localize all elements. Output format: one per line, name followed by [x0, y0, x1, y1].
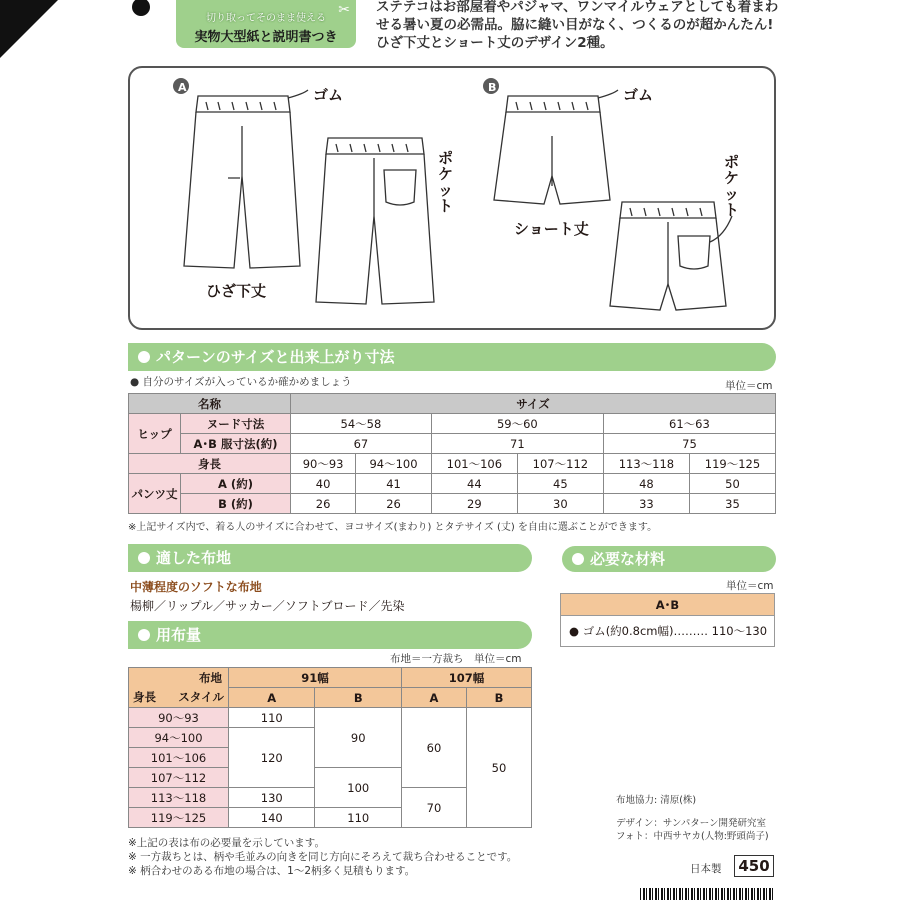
- intro-text: [376, 0, 796, 52]
- header-107: 107幅: [401, 668, 531, 688]
- size-table: [128, 393, 776, 514]
- yardage-notes: [128, 836, 517, 878]
- yardage-value: 100: [315, 768, 401, 808]
- garment-value: 71: [431, 434, 603, 454]
- yardage-section-header: [128, 621, 532, 649]
- nude-value: 61〜63: [603, 414, 775, 434]
- yardage-value: 110: [315, 808, 401, 828]
- yardage-value: 110: [229, 708, 315, 728]
- col-a: A: [229, 688, 315, 708]
- col-a: A: [401, 688, 466, 708]
- yardage-note-line: ※上記の表は布の必要量を示しています。: [128, 837, 325, 849]
- garment-value: 67: [291, 434, 432, 454]
- yardage-table: [128, 667, 532, 828]
- material-section-title: 必要な材料: [590, 550, 666, 568]
- b-value: 26: [356, 494, 432, 514]
- yardage-value: 140: [229, 808, 315, 828]
- yardage-note-line: ※ 一方裁ちとは、柄や毛並みの向きを同じ方向にそろえて裁ち合わせることです。: [128, 851, 518, 863]
- a-value: 50: [689, 474, 775, 494]
- header-style: スタイル: [178, 689, 224, 704]
- material-section-header: [562, 546, 776, 572]
- made-in-japan: 日本製: [690, 863, 722, 875]
- header-height: 身長: [133, 689, 156, 704]
- height-value: 107〜112: [517, 454, 603, 474]
- hip-label: ヒップ: [129, 414, 181, 454]
- fabric-subtitle: 中薄程度のソフトな布地: [130, 580, 262, 594]
- bullet-icon: [138, 629, 150, 641]
- illustration-panel: [128, 66, 776, 330]
- b-row-label: B (約): [181, 494, 291, 514]
- header-size: サイズ: [291, 394, 776, 414]
- fabric-section-title: 適した布地: [156, 549, 232, 567]
- material-item: ● ゴム(約0.8cm幅)……… 110〜130: [569, 624, 768, 638]
- height-cell: 101〜106: [129, 748, 229, 768]
- badge-b-label: B: [488, 81, 497, 94]
- intro-line: ステテコはお部屋着やパジャマ、ワンマイルウェアとしても着まわ: [376, 0, 779, 15]
- yardage-value: 130: [229, 788, 315, 808]
- brand-logo-icon: [128, 0, 154, 20]
- a-row-label: A (約): [181, 474, 291, 494]
- photo-credit: フォト：中西サヤカ(人物:野頭尚子): [616, 831, 769, 842]
- intro-line: ひざ下丈とショート丈のデザイン2種。: [376, 35, 614, 51]
- badge-a-label: A: [178, 81, 187, 94]
- a-value: 48: [603, 474, 689, 494]
- material-unit: 単位＝cm: [726, 580, 774, 592]
- a-value: 40: [291, 474, 356, 494]
- header-height-style: [129, 688, 229, 708]
- pants-length-label: パンツ丈: [129, 474, 181, 514]
- b-value: 35: [689, 494, 775, 514]
- gomu-label-a: ゴム: [313, 86, 344, 104]
- height-value: 119〜125: [689, 454, 775, 474]
- pattern-tag: [176, 0, 356, 48]
- design-credit: デザイン：サンパターン開発研究室: [616, 818, 767, 829]
- height-cell: 119〜125: [129, 808, 229, 828]
- height-cell: 90〜93: [129, 708, 229, 728]
- short-length-label: ショート丈: [514, 220, 589, 238]
- pocket-b: [678, 236, 710, 269]
- b-value: 29: [431, 494, 517, 514]
- pattern-number: 450: [734, 855, 774, 877]
- gomu-label-b: ゴム: [623, 86, 654, 104]
- tag-sub: 切り取ってそのまま使える: [206, 13, 326, 24]
- size-section-title: パターンのサイズと出来上がり寸法: [156, 348, 395, 366]
- a-value: 41: [356, 474, 432, 494]
- pocket-label-b: ポケット: [724, 153, 740, 219]
- size-note-text: 自分のサイズが入っているか確かめましょう: [142, 376, 352, 388]
- pants-a-back: [316, 154, 434, 304]
- height-value: 101〜106: [431, 454, 517, 474]
- header-fabric: 布地: [129, 668, 229, 688]
- height-value: 90〜93: [291, 454, 356, 474]
- nude-value: 54〜58: [291, 414, 432, 434]
- height-cell: 94〜100: [129, 728, 229, 748]
- fabric-section-header: [128, 544, 532, 572]
- fabric-credit: 布地協力: 清原(株): [616, 795, 697, 806]
- nude-label: ヌード寸法: [181, 414, 291, 434]
- yardage-value: 50: [466, 708, 531, 828]
- material-header: A･B: [561, 594, 774, 616]
- fabric-list: 楊柳／リップル／サッカー／ソフトブロード／先染: [130, 599, 405, 613]
- scissors-icon: ✂: [338, 2, 350, 18]
- yardage-value: 90: [315, 708, 401, 768]
- header-91: 91幅: [229, 668, 402, 688]
- knee-length-label: ひざ下丈: [206, 282, 267, 300]
- height-cell: 113〜118: [129, 788, 229, 808]
- bullet-icon: [572, 553, 584, 565]
- col-b: B: [466, 688, 531, 708]
- tag-main: 実物大型紙と説明書つき: [194, 30, 338, 45]
- header-name: 名称: [129, 394, 291, 414]
- pocket-label-a: ポケット: [438, 149, 454, 215]
- height-value: 113〜118: [603, 454, 689, 474]
- yardage-section-title: 用布量: [156, 626, 202, 644]
- a-value: 44: [431, 474, 517, 494]
- size-footnote: ※上記サイズ内で、着る人のサイズに合わせて、ヨコサイズ(まわり) とタテサイズ (丈) を自由に選ぶことができます。: [128, 522, 658, 533]
- size-unit: 単位＝cm: [725, 380, 773, 392]
- bullet-icon: [138, 552, 150, 564]
- b-value: 26: [291, 494, 356, 514]
- b-value: 33: [603, 494, 689, 514]
- height-label: 身長: [129, 454, 291, 474]
- height-value: 94〜100: [356, 454, 432, 474]
- nude-value: 59〜60: [431, 414, 603, 434]
- col-b: B: [315, 688, 401, 708]
- barcode-icon: [640, 888, 775, 900]
- waistband-a-back: [326, 138, 424, 154]
- a-value: 45: [517, 474, 603, 494]
- height-cell: 107〜112: [129, 768, 229, 788]
- yardage-value: 70: [401, 788, 466, 828]
- garment-label: A･B 服寸法(約): [181, 434, 291, 454]
- size-section-header: [128, 343, 776, 371]
- b-value: 30: [517, 494, 603, 514]
- garment-value: 75: [603, 434, 775, 454]
- material-table: [560, 593, 775, 647]
- yardage-value: 120: [229, 728, 315, 788]
- size-note: ● 自分のサイズが入っているか確かめましょう: [130, 376, 352, 388]
- pocket-a: [384, 170, 416, 205]
- bullet-icon: [138, 351, 150, 363]
- corner-decoration: [0, 0, 58, 58]
- yardage-value: 60: [401, 708, 466, 788]
- intro-line: せる暑い夏の必需品。脇に縫い目がなく、つくるのが超かんたん!: [376, 17, 774, 33]
- yardage-note-line: ※ 柄合わせのある布地の場合は、1〜2柄多く見積もります。: [128, 865, 416, 877]
- yardage-note: 布地＝一方裁ち 単位＝cm: [390, 653, 522, 665]
